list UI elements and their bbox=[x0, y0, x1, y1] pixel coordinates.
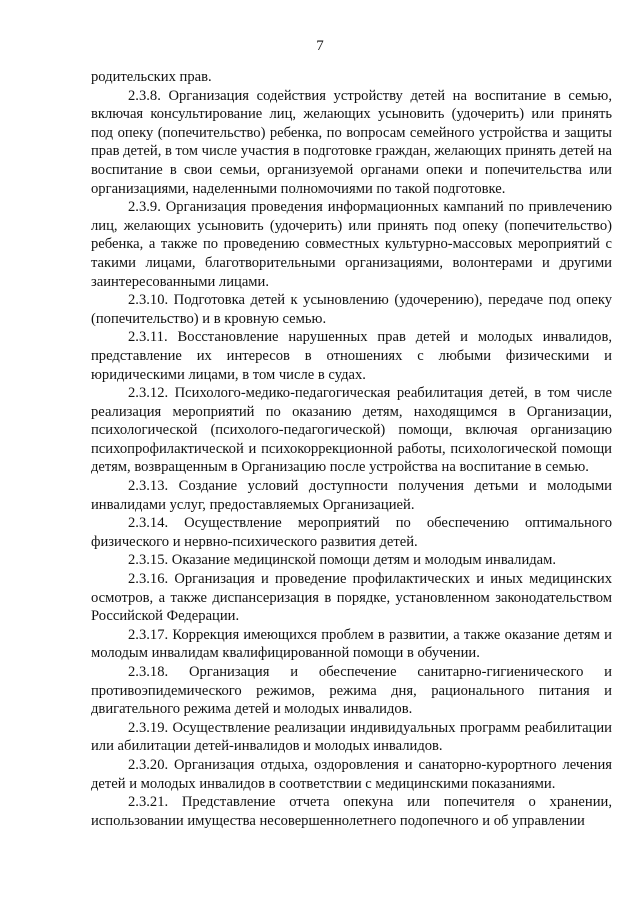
paragraph-2-3-8: 2.3.8. Организация содействия устройству детей на воспитание в семью, включая консультирование лиц, желающих усыновить (удочерить) или принять под опеку (попечительство) ребенка, по вопросам семейного устройства и защиты прав детей, в том числе участия в подготовке граждан, желающих принять детей на воспитание в свои семьи, организуемой органами опеки и попечительства или организациями, наделенными полномочиями по такой подготовке. bbox=[91, 87, 612, 197]
paragraph-2-3-11: 2.3.11. Восстановление нарушенных прав детей и молодых инвалидов, представление их интересов в отношениях с любыми физическими и юридическими лицами, в том числе в судах. bbox=[91, 329, 612, 383]
paragraph-2-3-14: 2.3.14. Осуществление мероприятий по обеспечению оптимального физического и нервно-психического развития детей. bbox=[91, 515, 612, 550]
paragraph-2-3-12: 2.3.12. Психолого-медико-педагогическая реабилитация детей, в том числе реализация мероприятий по оказанию детям, находящимся в Организации, психологической (психолого-педагогической) помощи, включая организацию психопрофилактической и психокоррекционной работы, психологической помощи детям, возвращенным в Организацию после устройства на воспитание в семью. bbox=[91, 385, 612, 476]
paragraph-2-3-9: 2.3.9. Организация проведения информационных кампаний по привлечению лиц, желающих усыновить (удочерить) или принять под опеку (попечительство) ребенка, а также по проведению совместных культурно-массовых мероприятий с такими лицами, благотворительными организациями, волонтерами и другими заинтересованными лицами. bbox=[91, 199, 612, 290]
paragraph-2-3-17: 2.3.17. Коррекция имеющихся проблем в развитии, а также оказание детям и молодым инвалидам квалифицированной помощи в обучении. bbox=[91, 626, 612, 662]
paragraph-2-3-15: 2.3.15. Оказание медицинской помощи детям и молодым инвалидам. bbox=[128, 552, 557, 569]
paragraph-2-3-19: 2.3.19. Осуществление реализации индивидуальных программ реабилитации или абилитации детей-инвалидов и молодых инвалидов. bbox=[91, 719, 612, 755]
paragraph-2-3-21: 2.3.21. Представление отчета опекуна или попечителя о хранении, использовании имущества несовершеннолетнего подопечного и об управлении bbox=[91, 794, 612, 829]
paragraph-2-3-16: 2.3.16. Организация и проведение профилактических и иных медицинских осмотров, а также диспансеризация в порядке, установленном законодательством Российской Федерации. bbox=[91, 571, 612, 625]
paragraph-2-3-18: 2.3.18. Организация и обеспечение санитарно-гигиенического и противоэпидемического режимов, режима дня, рационального питания и двигательного режима детей и молодых инвалидов. bbox=[91, 664, 612, 718]
paragraph-2-3-13: 2.3.13. Создание условий доступности получения детьми и молодыми инвалидами услуг, предоставляемых Организацией. bbox=[91, 478, 612, 513]
paragraph-2-3-20: 2.3.20. Организация отдыха, оздоровления и санаторно-курортного лечения детей и молодых инвалидов в соответствии с медицинскими показаниями. bbox=[91, 756, 612, 792]
page-number: 7 bbox=[316, 38, 324, 54]
paragraph-continuation: родительских прав. bbox=[91, 69, 212, 85]
document-body bbox=[91, 68, 612, 830]
paragraph-2-3-10: 2.3.10. Подготовка детей к усыновлению (удочерению), передаче под опеку (попечительство) и в кровную семью. bbox=[91, 292, 612, 327]
